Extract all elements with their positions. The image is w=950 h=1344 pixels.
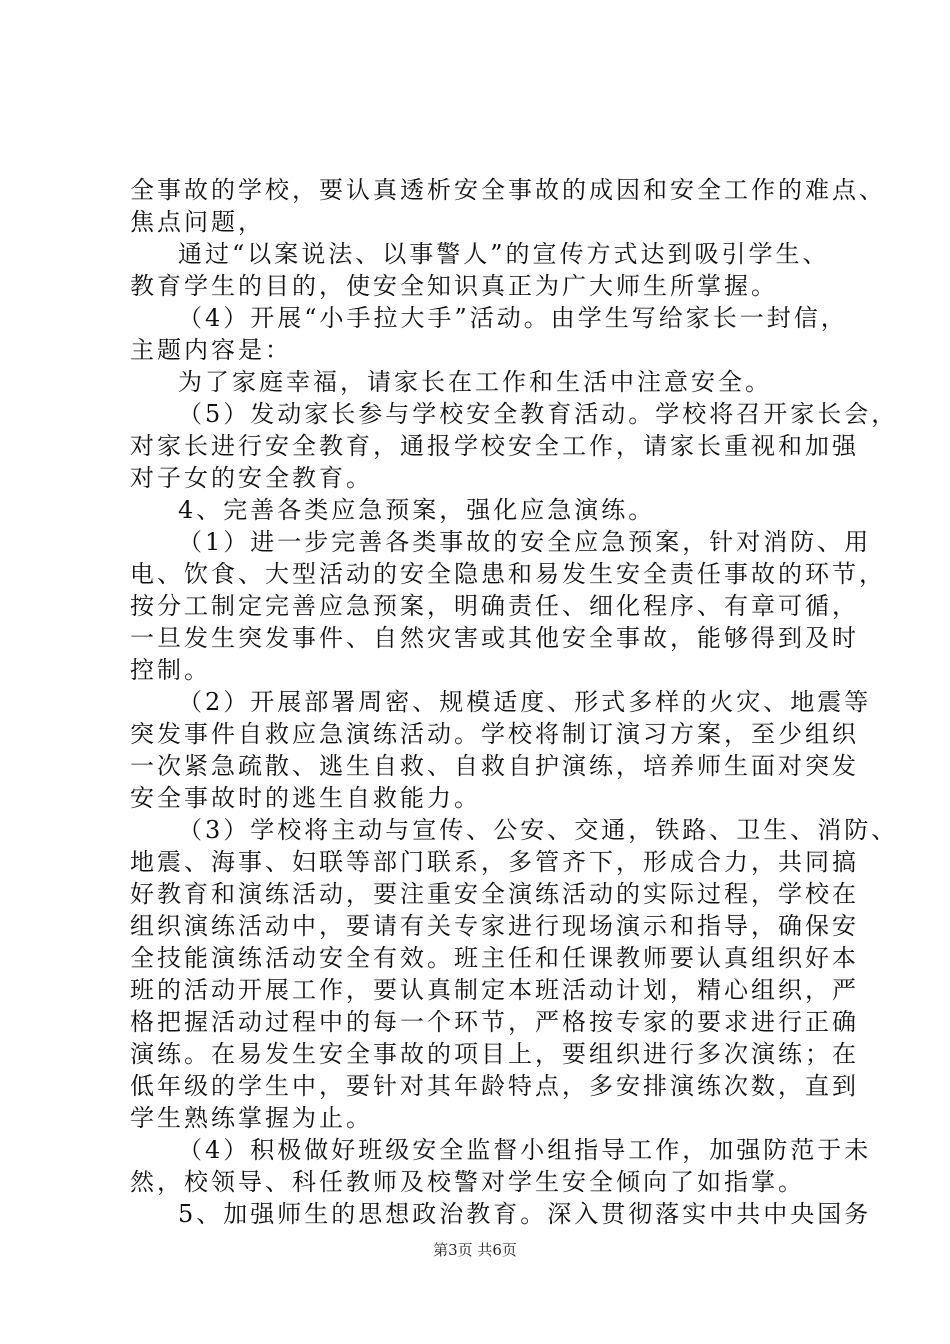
text-line: （3）学校将主动与宣传、公安、交通，铁路、卫生、消防、 [178,816,899,844]
document-body [130,174,899,1230]
text-line: 然，校领导、科任教师及校警对学生安全倾向了如指掌。 [130,1168,805,1196]
text-line: 格把握活动过程中的每一个环节，严格按专家的要求进行正确 [130,1008,859,1036]
text-line: 突发事件自救应急演练活动。学校将制订演习方案，至少组织 [130,720,859,748]
text-line: 教育学生的目的，使安全知识真正为广大师生所掌握。 [130,272,778,300]
text-line: 好教育和演练活动，要注重安全演练活动的实际过程，学校在 [130,880,859,908]
text-line: 控制。 [130,656,211,684]
text-line: 电、饮食、大型活动的安全隐患和易发生安全责任事故的环节， [130,560,886,588]
page-number-footer: 第3页 共6页 [433,1241,517,1259]
text-line: 低年级的学生中，要针对其年龄特点，多安排演练次数，直到 [130,1072,859,1100]
text-line: 对家长进行安全教育，通报学校安全工作，请家长重视和加强 [130,432,859,460]
text-line: （4）积极做好班级安全监督小组指导工作，加强防范于未 [178,1136,872,1164]
text-line: 班的活动开展工作，要认真制定本班活动计划，精心组织，严 [130,976,859,1004]
text-line: 安全事故时的逃生自救能力。 [130,784,481,812]
text-line: 通过“以案说法、以事警人”的宣传方式达到吸引学生、 [178,240,830,268]
text-line: 为了家庭幸福，请家长在工作和生活中注意安全。 [178,368,772,396]
text-line: 学生熟练掌握为止。 [130,1104,373,1132]
text-line: 按分工制定完善应急预案，明确责任、细化程序、有章可循， [130,592,859,620]
text-line: 全事故的学校，要认真透析安全事故的成因和安全工作的难点、 [130,176,886,204]
text-line: 焦点问题， [130,208,265,236]
text-line: 全技能演练活动安全有效。班主任和任课教师要认真组织好本 [130,944,859,972]
text-line: 对子女的安全教育。 [130,464,373,492]
text-line: 4、完善各类应急预案，强化应急演练。 [178,496,656,524]
text-line: （4）开展“小手拉大手”活动。由学生写给家长一封信， [178,304,848,332]
text-line: 一次紧急疏散、逃生自救、自救自护演练，培养师生面对突发 [130,752,859,780]
text-line: 5、加强师生的思想政治教育。深入贯彻落实中共中央国务 [178,1200,872,1228]
text-line: 地震、海事、妇联等部门联系，多管齐下，形成合力，共同搞 [130,848,859,876]
text-line: （1）进一步完善各类事故的安全应急预案，针对消防、用 [178,528,872,556]
text-line: 一旦发生突发事件、自然灾害或其他安全事故，能够得到及时 [130,624,859,652]
text-line: （5）发动家长参与学校安全教育活动。学校将召开家长会， [178,400,899,428]
text-line: 组织演练活动中，要请有关专家进行现场演示和指导，确保安 [130,912,859,940]
text-line: 演练。在易发生安全事故的项目上，要组织进行多次演练；在 [130,1040,859,1068]
text-line: 主题内容是： [130,336,292,364]
text-line: （2）开展部署周密、规模适度、形式多样的火灾、地震等 [178,688,872,716]
